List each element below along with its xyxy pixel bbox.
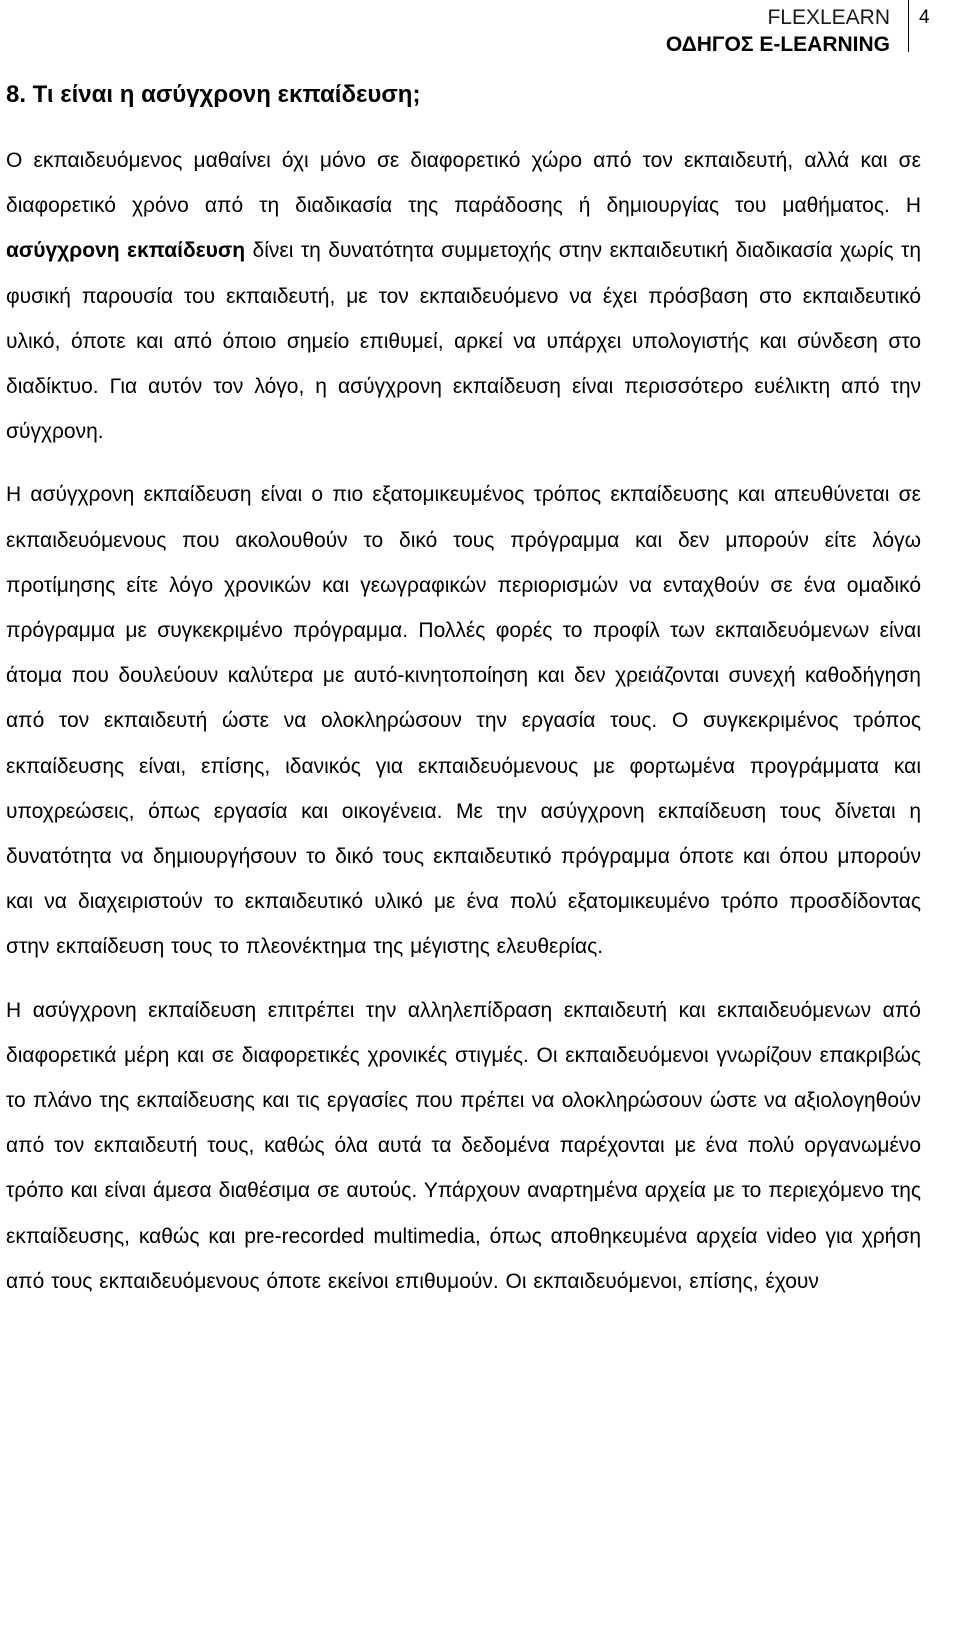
header-brand: FLEXLEARN (767, 6, 890, 29)
header-text (666, 4, 890, 58)
page-header (0, 0, 960, 56)
paragraph-2: Η ασύγχρονη εκπαίδευση είναι ο πιο εξατομικευμένος τρόπος εκπαίδευσης και απευθύνεται σε εκπαιδευόμενους που ακολουθούν το δικό τους πρόγραμμα και δεν μπορούν είτε λόγω προτίμησης είτε λόγο χρονικών και γεωγραφικών περιορισμών να ενταχθούν σε ένα ομαδικό πρόγραμμα με συγκεκριμένο πρόγραμμα. Πολλές φορές το προφίλ των εκπαιδευόμενων είναι άτομα που δουλεύουν καλύτερα με αυτό-κινητοποίηση και δεν χρειάζονται συνεχή καθοδήγηση από τον εκπαιδευτή ώστε να ολοκληρώσουν την εργασία τους. Ο συγκεκριμένος τρόπος εκπαίδευσης είναι, επίσης, ιδανικός για εκπαιδευόμενους με φορτωμένα προγράμματα και υποχρεώσεις, όπως εργασία και οικογένεια. Με την ασύγχρονη εκπαίδευση τους δίνεται η δυνατότητα να δημιουργήσουν το δικό τους εκπαιδευτικό πρόγραμμα όποτε και όπου μπορούν και να διαχειριστούν το εκπαιδευτικό υλικό με ένα πολύ εξατομικευμένο τρόπο προσδίδοντας στην εκπαίδευση τους το πλεονέκτημα της μέγιστης ελευθερίας. (6, 483, 921, 959)
section-heading: 8. Τι είναι η ασύγχρονη εκπαίδευση; (6, 81, 421, 108)
page-number: 4 (919, 7, 930, 28)
header-subtitle: ΟΔΗΓΟΣ E-LEARNING (665, 33, 890, 56)
header-divider (908, 0, 909, 52)
paragraph-1-text-end: δίνει τη δυνατότητα συμμετοχής στην εκπαιδευτική διαδικασία χωρίς τη φυσική παρουσία του εκπαιδευτή, με τον εκπαιδευόμενο να έχει πρόσβαση στο εκπαιδευτικό υλικό, όποτε και από όποιο σημείο επιθυμεί, αρκεί να υπάρχει υπολογιστής και σύνδεση στο διαδίκτυο. Για αυτόν τον λόγο, η ασύγχρονη εκπαίδευση είναι περισσότερο ευέλικτη από την σύγχρονη. (6, 239, 921, 444)
paragraph-3: Η ασύγχρονη εκπαίδευση επιτρέπει την αλληλεπίδραση εκπαιδευτή και εκπαιδευόμενων από διαφορετικά μέρη και σε διαφορετικές χρονικές στιγμές. Οι εκπαιδευόμενοι γνωρίζουν επακριβώς το πλάνο της εκπαίδευσης και τις εργασίες που πρέπει να ολοκληρώσουν ώστε να αξιολογηθούν από τον εκπαιδευτή τους, καθώς όλα αυτά τα δεδομένα παρέχονται με ένα πολύ οργανωμένο τρόπο και είναι άμεσα διαθέσιμα σε αυτούς. Υπάρχουν αναρτημένα αρχεία με το περιεχόμενο της εκπαίδευσης, καθώς και pre-recorded multimedia, όπως αποθηκευμένα αρχεία video για χρήση από τους εκπαιδευόμενους όποτε εκείνοι επιθυμούν. Οι εκπαιδευόμενοι, επίσης, έχουν (6, 998, 921, 1293)
paragraph-1-text-start: Ο εκπαιδευόμενος μαθαίνει όχι μόνο σε διαφορετικό χώρο από τον εκπαιδευτή, αλλά και σε διαφορετικό χρόνο από τη διαδικασία της παράδοσης ή δημιουργίας του μαθήματος. Η (6, 149, 921, 218)
paragraph-1-bold-term: ασύγχρονη εκπαίδευση (6, 239, 246, 263)
document-body (6, 78, 921, 1322)
paragraph-1 (6, 138, 921, 454)
